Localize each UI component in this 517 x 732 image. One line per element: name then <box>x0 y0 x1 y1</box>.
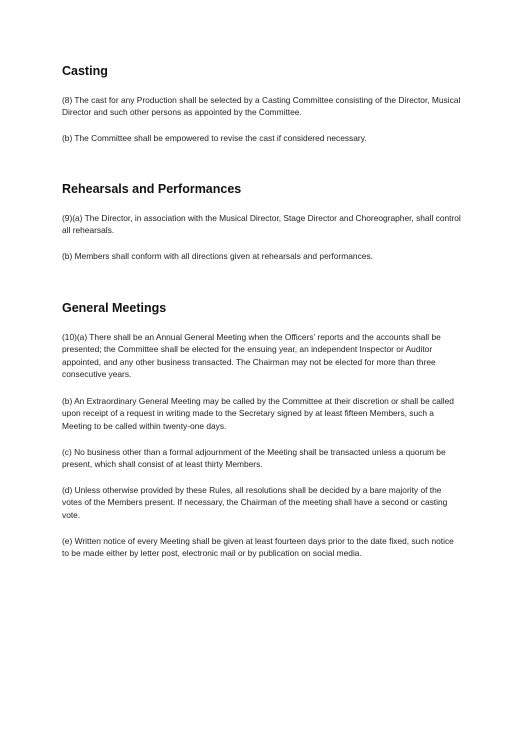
paragraph-meetings-10a: (10)(a) There shall be an Annual General Meeting when the Officers’ reports and the accounts shall be presented; the Committee shall be elected for the ensuing year, an independent Inspector or Auditor appointed, and any other business transacted. The Chairman may not be elected for more than three consecutive years. <box>62 332 441 379</box>
paragraph-meetings-e: (e) Written notice of every Meeting shall be given at least fourteen days prior to the date fixed, such notice to be made either by letter post, electronic mail or by publication on social media. <box>62 536 454 559</box>
paragraph-meetings-b: (b) An Extraordinary General Meeting may be called by the Committee at their discretion or shall be called upon receipt of a request in writing made to the Secretary signed by at least fifteen Members, such a Meeting to be called within twenty-one days. <box>62 396 454 431</box>
section-heading-casting: Casting <box>62 64 108 78</box>
paragraph-casting-b: (b) The Committee shall be empowered to revise the cast if considered necessary. <box>62 133 367 143</box>
paragraph-rehearsals-9a: (9)(a) The Director, in association with the Musical Director, Stage Director and Choreographer, shall control all rehearsals. <box>62 213 461 236</box>
section-heading-general-meetings: General Meetings <box>62 301 167 315</box>
section-heading-rehearsals: Rehearsals and Performances <box>62 182 242 196</box>
paragraph-rehearsals-b: (b) Members shall conform with all directions given at rehearsals and performances. <box>62 251 373 261</box>
paragraph-meetings-d: (d) Unless otherwise provided by these Rules, all resolutions shall be decided by a bare majority of the votes of the Members present. If necessary, the Chairman of the meeting shall have a second or casting vote. <box>62 485 448 520</box>
paragraph-casting-8: (8) The cast for any Production shall be selected by a Casting Committee consisting of the Director, Musical Director and such other persons as appointed by the Committee. <box>62 95 461 118</box>
paragraph-meetings-c: (c) No business other than a formal adjournment of the Meeting shall be transacted unless a quorum be present, which shall consist of at least thirty Members. <box>62 447 446 470</box>
